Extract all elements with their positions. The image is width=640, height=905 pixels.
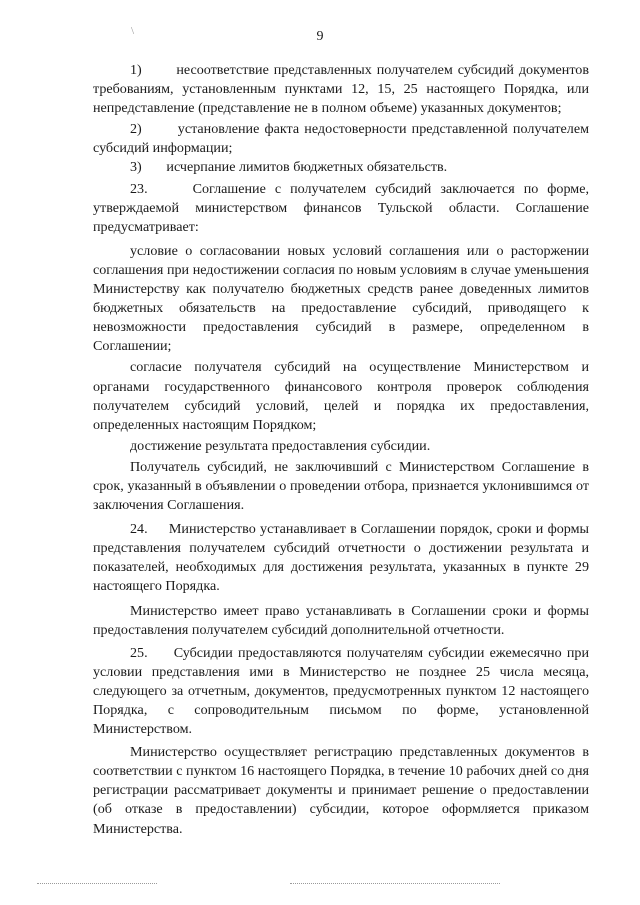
- paragraph-result: достижение результата предоставления субсидии.: [130, 437, 431, 454]
- paragraph-25: 25. Субсидии предоставляются получателям субсидии ежемесячно при условии представления ими в Министерство не позднее 25 числа месяца, следующего за отчетным, документов, предусмотренных пунктом 12 настоящего Порядка, с сопроводительным письмом по форме, установленной Министерством.: [93, 644, 589, 738]
- scan-smudge: [290, 883, 500, 884]
- paragraph-23: 23. Соглашение с получателем субсидий заключается по форме, утверждаемой министерством финансов Тульской области. Соглашение предусматривает:: [93, 180, 589, 235]
- paragraph-condition: условие о согласовании новых условий соглашения или о расторжении соглашения при недостижении согласия по новым условиям в случае уменьшения Министерству как получателю бюджетных средств ранее доведенных лимитов бюджетных обязательств на предоставление субсидий, приводящего к невозможности предоставления субсидий в размере, определенном в Соглашении;: [93, 242, 589, 355]
- paragraph-item-1: 1) несоответствие представленных получателем субсидий документов требованиям, установленным пунктами 12, 15, 25 настоящего Порядка, или непредставление (представление не в полном объеме) указанных документов;: [93, 62, 589, 117]
- document-body: [93, 61, 589, 839]
- paragraph-consent: согласие получателя субсидий на осуществление Министерством и органами государственного финансового контроля проверок соблюдения получателем субсидий условий, целей и порядка их предоставления, определенных настоящим Порядком;: [93, 359, 589, 433]
- paragraph-24: 24. Министерство устанавливает в Соглашении порядок, сроки и формы представления получателем субсидий отчетности о достижении результата и показателей, необходимых для достижения результата, указанных в пункте 29 настоящего Порядка.: [93, 521, 589, 595]
- paragraph-item-3: 3) исчерпание лимитов бюджетных обязательств.: [130, 159, 448, 176]
- page-number: 9: [316, 29, 324, 44]
- paragraph-reporting-rights: Министерство имеет право устанавливать в Соглашении сроки и формы предоставления получателем субсидий дополнительной отчетности.: [93, 602, 589, 638]
- paragraph-registration: Министерство осуществляет регистрацию представленных документов в соответствии с пунктом 16 настоящего Порядка, в течение 10 рабочих дней со дня регистрации рассматривает документы и принимает решение о предоставлении (об отказе в предоставлении) субсидии, которое оформляется приказом Министерства.: [93, 744, 589, 837]
- scan-smudge: [37, 883, 157, 884]
- paragraph-evasion: Получатель субсидий, не заключивший с Министерством Соглашение в срок, указанный в объявлении о проведении отбора, признается уклонившимся от заключения Соглашения.: [93, 458, 589, 514]
- scan-mark: \: [131, 25, 135, 37]
- paragraph-item-2: 2) установление факта недостоверности представленной получателем субсидий информации;: [93, 121, 589, 157]
